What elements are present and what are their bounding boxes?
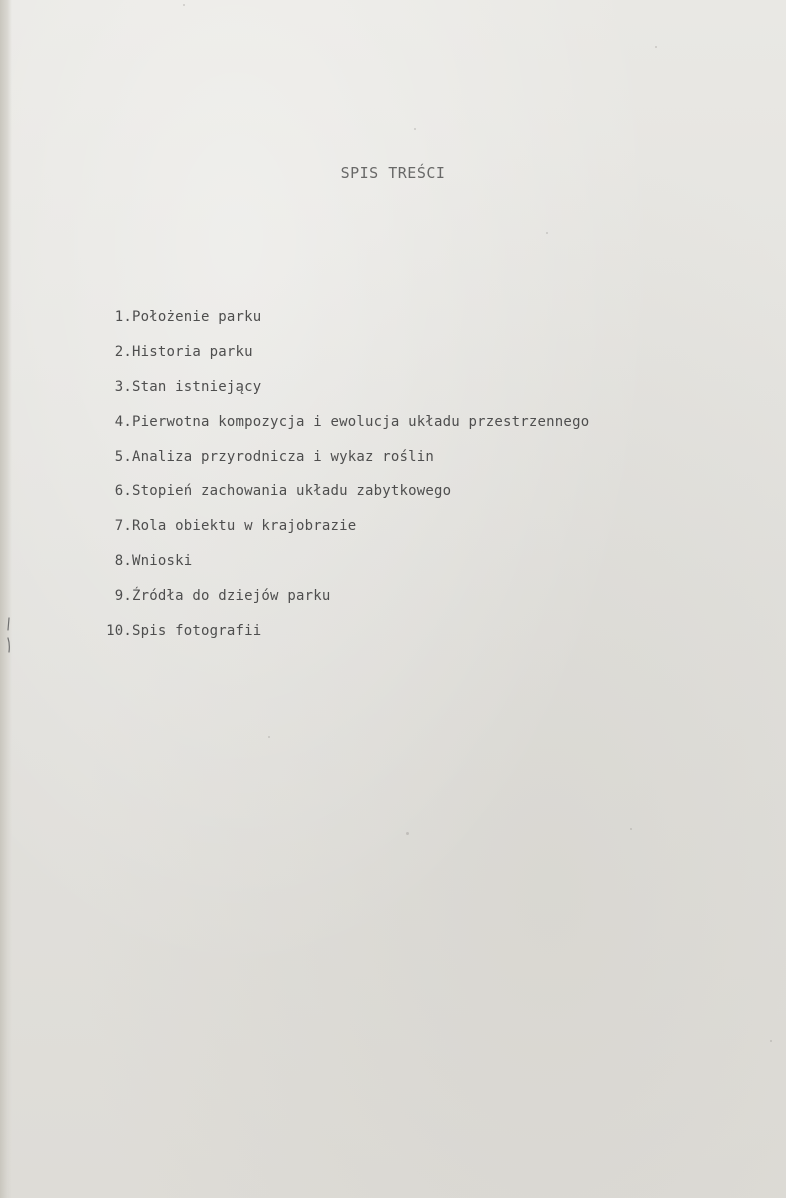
- toc-item-text: Spis fotografii: [132, 622, 262, 639]
- toc-item-number: 7.: [114, 518, 132, 535]
- toc-item-text: Analiza przyrodnicza i wykaz roślin: [132, 448, 435, 465]
- toc-item-number: 3.: [114, 378, 132, 395]
- toc-item-number: 4.: [114, 413, 132, 430]
- toc-item: [86, 509, 776, 544]
- table-of-contents: [86, 300, 776, 648]
- toc-item: [86, 613, 776, 648]
- paper-speck: [655, 46, 657, 48]
- toc-item-text: Historia parku: [132, 344, 253, 361]
- paper-speck: [414, 128, 416, 130]
- toc-item: [86, 335, 776, 370]
- paper-speck: [546, 232, 548, 234]
- toc-item: [86, 544, 776, 579]
- toc-item-text: Rola obiektu w krajobrazie: [132, 518, 357, 535]
- toc-item-text: Źródła do dziejów parku: [132, 587, 331, 604]
- toc-item-number: 5.: [114, 448, 132, 465]
- toc-item-number: 10.: [106, 622, 132, 639]
- toc-item: [86, 439, 776, 474]
- margin-pencil-mark: [6, 616, 12, 656]
- paper-speck: [183, 4, 185, 6]
- toc-item-number: 6.: [114, 483, 132, 500]
- toc-item: [86, 404, 776, 439]
- toc-item: [86, 474, 776, 509]
- toc-item-number: 2.: [114, 344, 132, 361]
- toc-item-number: 1.: [114, 309, 132, 326]
- paper-speck: [770, 1040, 772, 1042]
- toc-item-text: Pierwotna kompozycja i ewolucja układu przestrzennego: [132, 413, 590, 430]
- page-title: SPIS TREŚCI: [340, 164, 446, 182]
- paper-speck: [630, 828, 632, 830]
- toc-item: [86, 578, 776, 613]
- toc-item-text: Stan istniejący: [132, 378, 262, 395]
- toc-item-text: Stopień zachowania układu zabytkowego: [132, 483, 452, 500]
- paper-speck: [268, 736, 270, 738]
- paper-speck: [406, 832, 409, 835]
- toc-item-text: Wnioski: [132, 552, 193, 569]
- toc-item: [86, 370, 776, 405]
- toc-item: [86, 300, 776, 335]
- toc-item-text: Położenie parku: [132, 309, 262, 326]
- toc-item-number: 8.: [114, 552, 132, 569]
- toc-item-number: 9.: [114, 587, 132, 604]
